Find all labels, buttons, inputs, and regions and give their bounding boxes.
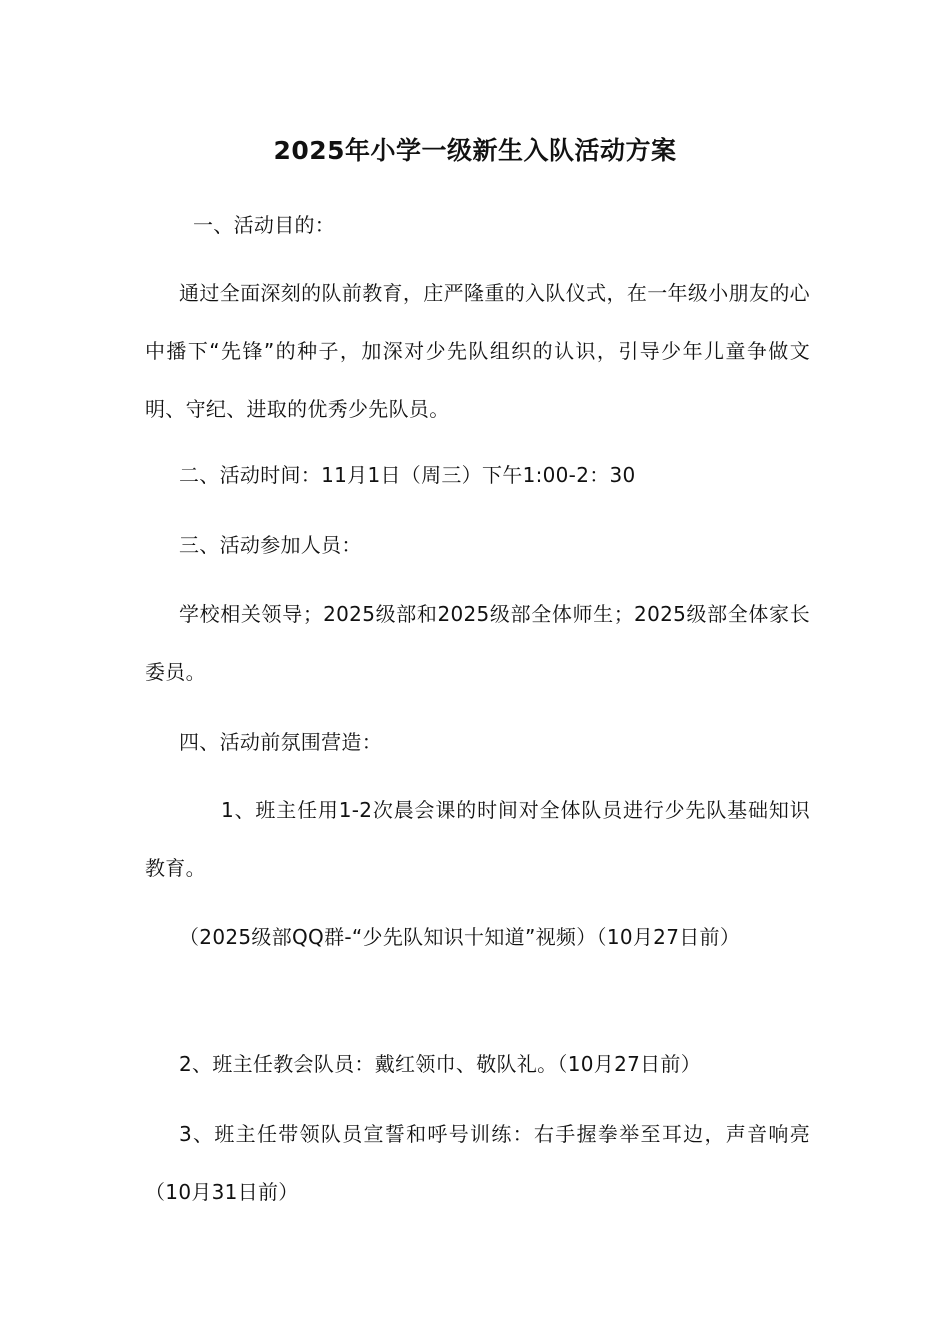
document-title: 2025年小学一级新生入队活动方案 (273, 136, 677, 165)
paragraph-text: 通过全面深刻的队前教育，庄严隆重的入队仪式，在一年级小朋友的心中播下“先锋”的种子，加深对少先队组织的认识，引导少年儿童争做文明、守纪、进取的优秀少先队员。 (145, 281, 810, 421)
paragraph-text: 2、班主任教会队员：戴红领巾、敬队礼。（10月27日前） (179, 1052, 702, 1076)
paragraph-text: 一、活动目的： (193, 213, 336, 237)
paragraph-text: 四、活动前氛围营造： (179, 730, 382, 754)
paragraph-participants-body (145, 585, 810, 701)
paragraph-text: （2025级部QQ群-“少先队知识十知道”视频）（10月27日前） (179, 925, 741, 949)
list-item-2 (145, 1035, 810, 1093)
section-heading-time (145, 446, 810, 504)
paragraph-text: 学校相关领导；2025级部和2025级部全体师生；2025级部全体家长委员。 (145, 602, 810, 684)
list-item-1-note (145, 908, 810, 966)
paragraph-text: 3、班主任带领队员宣誓和呼号训练：右手握拳举至耳边，声音响亮（10月31日前） (145, 1122, 810, 1204)
paragraph-text: 三、活动参加人员： (179, 533, 362, 557)
section-heading-atmosphere (145, 713, 810, 771)
paragraph-text: 1、班主任用1-2次晨会课的时间对全体队员进行少先队基础知识教育。 (145, 798, 810, 880)
list-item-3 (145, 1105, 810, 1221)
paragraph-purpose-body (145, 264, 810, 438)
list-item-1 (145, 781, 810, 897)
paragraph-text: 二、活动时间：11月1日（周三）下午1:00-2：30 (179, 463, 636, 487)
section-heading-purpose (145, 196, 810, 254)
section-heading-participants (145, 516, 810, 574)
